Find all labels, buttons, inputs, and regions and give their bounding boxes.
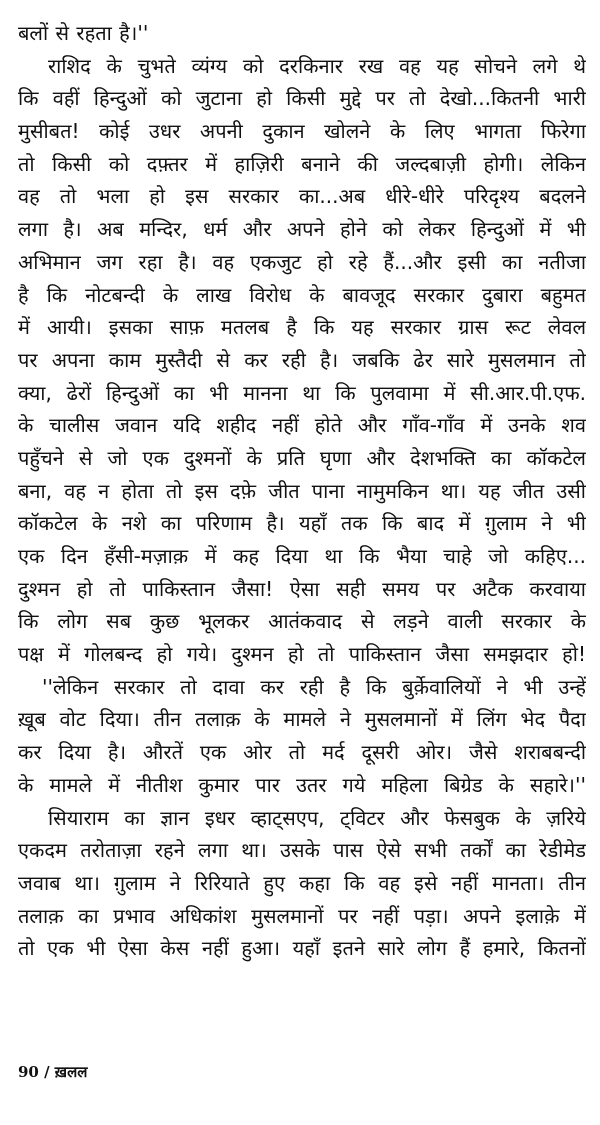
text-line: अभिमान जग रहा है। वह एकजुट हो रहे हैं...और इसी का नतीजा [18,249,586,274]
page-footer: 90 / ख़लल [18,1063,88,1081]
text-line: ''लेकिन सरकार तो दावा कर रही है कि बुर्क़ेवालियों ने भी उन्हें [42,674,586,699]
text-line: मुसीबत! कोई उधर अपनी दुकान खोलने के लिए भागता फिरेगा [18,119,586,144]
text-line: लगा है। अब मन्दिर, धर्म और अपने होने को लेकर हिन्दुओं में भी [18,217,586,242]
text-line: कि वहीं हिन्दुओं को जुटाना हो किसी मुद्दे पर तो देखो...कितनी भारी [18,86,586,111]
body-text [18,17,586,965]
text-line: कॉकटेल के नशे का परिणाम है। यहाँ तक कि बाद में ग़ुलाम ने भी [18,511,586,536]
text-line: के मामले में नीतीश कुमार पार उतर गये महिला बिग्रेड के सहारे।'' [18,772,586,797]
text-line: पर अपना काम मुस्तैदी से कर रही है। जबकि ढेर सारे मुसलमान तो [18,347,586,372]
text-line: पहुँचने से जो एक दुश्मनों के प्रति घृणा और देशभक्ति का कॉकटेल [18,445,586,470]
text-line: सियाराम का ज्ञान इधर व्हाट्सएप, ट्विटर और फेसबुक के ज़रिये [48,805,586,830]
text-line: वह तो भला हो इस सरकार का...अब धीरे-धीरे परिदृश्य बदलने [18,184,586,209]
text-line: के चालीस जवान यदि शहीद नहीं होते और गाँव-गाँव में उनके शव [18,413,586,438]
text-line: में आयी। इसका साफ़ मतलब है कि यह सरकार ग्रास रूट लेवल [18,315,586,340]
text-line: तो एक भी ऐसा केस नहीं हुआ। यहाँ इतने सारे लोग हैं हमारे, कितनों [18,936,586,961]
text-line: क्या, ढेरों हिन्दुओं का भी मानना था कि पुलवामा में सी.आर.पी.एफ. [18,380,586,405]
text-line: दुश्मन हो तो पाकिस्तान जैसा! ऐसा सही समय पर अटैक करवाया [18,576,586,601]
text-line: तो किसी को दफ़्तर में हाज़िरी बनाने की जल्दबाज़ी होगी। लेकिन [18,151,586,176]
text-line: राशिद के चुभते व्यंग्य को दरकिनार रख वह यह सोचने लगे थे [48,53,586,78]
text-line: पक्ष में गोलबन्द हो गये। दुश्मन हो तो पाकिस्तान जैसा समझदार हो! [18,642,586,667]
text-line: ख़ूब वोट दिया। तीन तलाक़ के मामले ने मुसलमानों में लिंग भेद पैदा [18,707,586,732]
text-line: जवाब था। ग़ुलाम ने रिरियाते हुए कहा कि वह इसे नहीं मानता। तीन [18,870,586,895]
text-line: कर दिया है। औरतें एक ओर तो मर्द दूसरी ओर। जैसे शराबबन्दी [18,740,586,765]
text-line: है कि नोटबन्दी के लाख विरोध के बावजूद सरकार दुबारा बहुमत [18,282,586,307]
text-line: एक दिन हँसी-मज़ाक़ में कह दिया था कि भैया चाहे जो कहिए... [18,544,586,568]
text-line: तलाक़ का प्रभाव अधिकांश मुसलमानों पर नहीं पड़ा। अपने इलाक़े में [18,903,586,928]
text-line: एकदम तरोताज़ा रहने लगा था। उसके पास ऐसे सभी तर्कों का रेडीमेड [18,838,586,863]
text-line: बलों से रहता है।'' [18,21,149,45]
text-line: बना, वह न होता तो इस दफ़े जीत पाना नामुमकिन था। यह जीत उसी [18,478,586,503]
text-line: कि लोग सब कुछ भूलकर आतंकवाद से लड़ने वाली सरकार के [18,609,586,634]
